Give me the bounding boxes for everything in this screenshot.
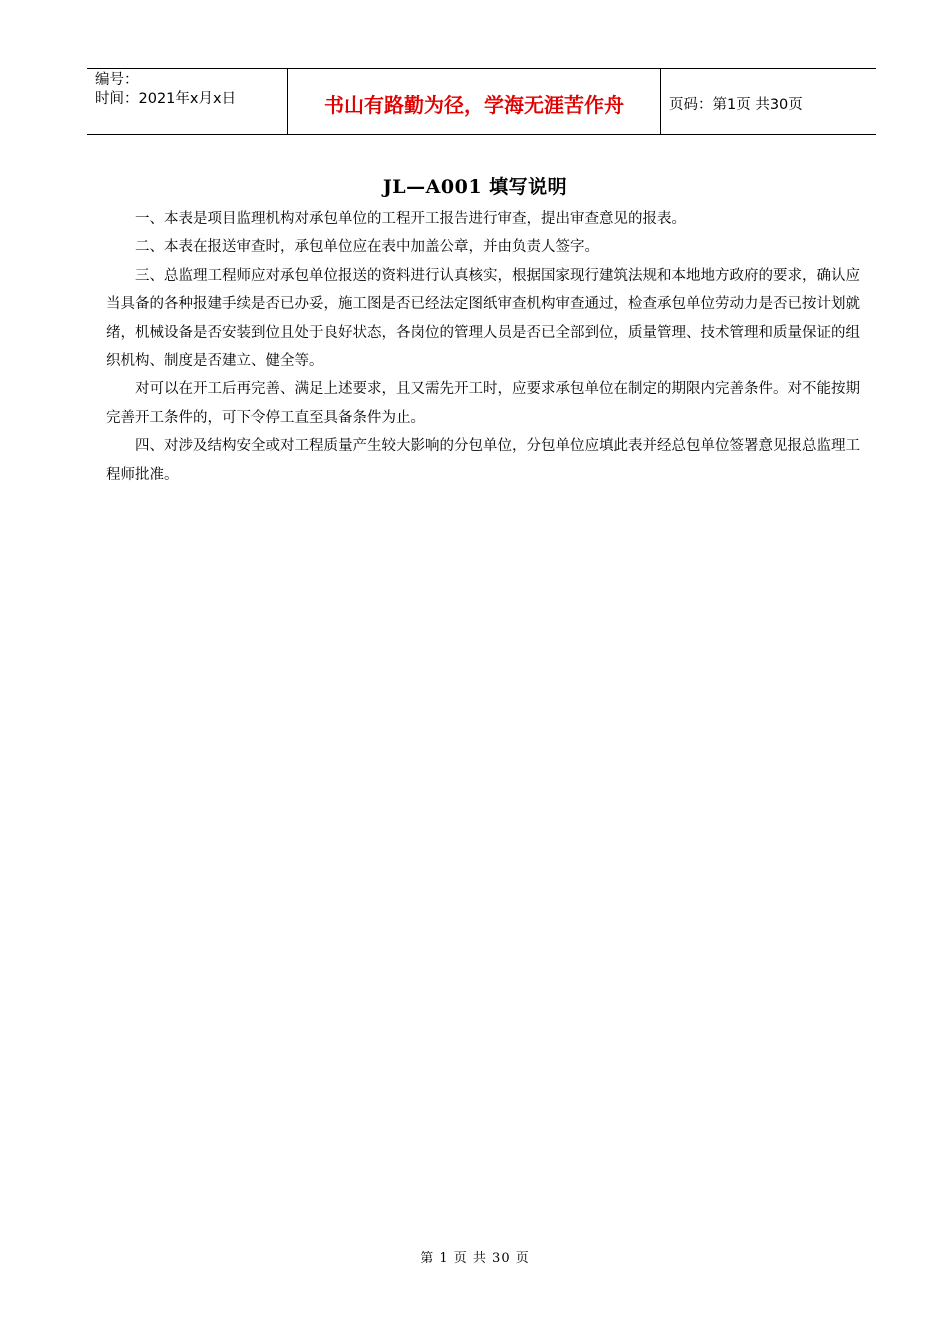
document-body	[106, 205, 860, 489]
paragraph-5: 四、对涉及结构安全或对工程质量产生较大影响的分包单位，分包单位应填此表并经总包单位签署意见报总监理工程师批准。	[106, 438, 860, 483]
paragraph-2: 二、本表在报送审查时，承包单位应在表中加盖公章，并由负责人签字。	[135, 239, 599, 256]
motto-text: 书山有路勤为径，学海无涯苦作舟	[324, 93, 624, 117]
header-page-cell	[661, 69, 876, 134]
number-label: 编号：	[95, 72, 139, 88]
header-motto-cell	[288, 69, 661, 134]
header-meta-cell	[87, 69, 288, 134]
paragraph-4: 对可以在开工后再完善、满足上述要求，且又需先开工时，应要求承包单位在制定的期限内完善条件。对不能按期完善开工条件的，可下令停工直至具备条件为止。	[106, 381, 860, 426]
page-info: 页码：第1页 共30页	[669, 97, 803, 113]
paragraph-1: 一、本表是项目监理机构对承包单位的工程开工报告进行审查，提出审查意见的报表。	[135, 211, 686, 227]
document-header	[87, 68, 876, 135]
paragraph-3: 三、总监理工程师应对承包单位报送的资料进行认真核实，根据国家现行建筑法规和本地地方政府的要求，确认应当具备的各种报建手续是否已办妥，施工图是否已经法定图纸审查机构审查通过，检查承包单位劳动力是否已按计划就绪，机械设备是否安装到位且处于良好状态，各岗位的管理人员是否已全部到位，质量管理、技术管理和质量保证的组织机构、制度是否建立、健全等。	[106, 267, 860, 370]
page-footer: 第 1 页 共 30 页	[420, 1251, 530, 1266]
time-label: 时间：2021年x月x日	[95, 91, 237, 107]
document-title: JL—A001 填写说明	[382, 176, 568, 198]
